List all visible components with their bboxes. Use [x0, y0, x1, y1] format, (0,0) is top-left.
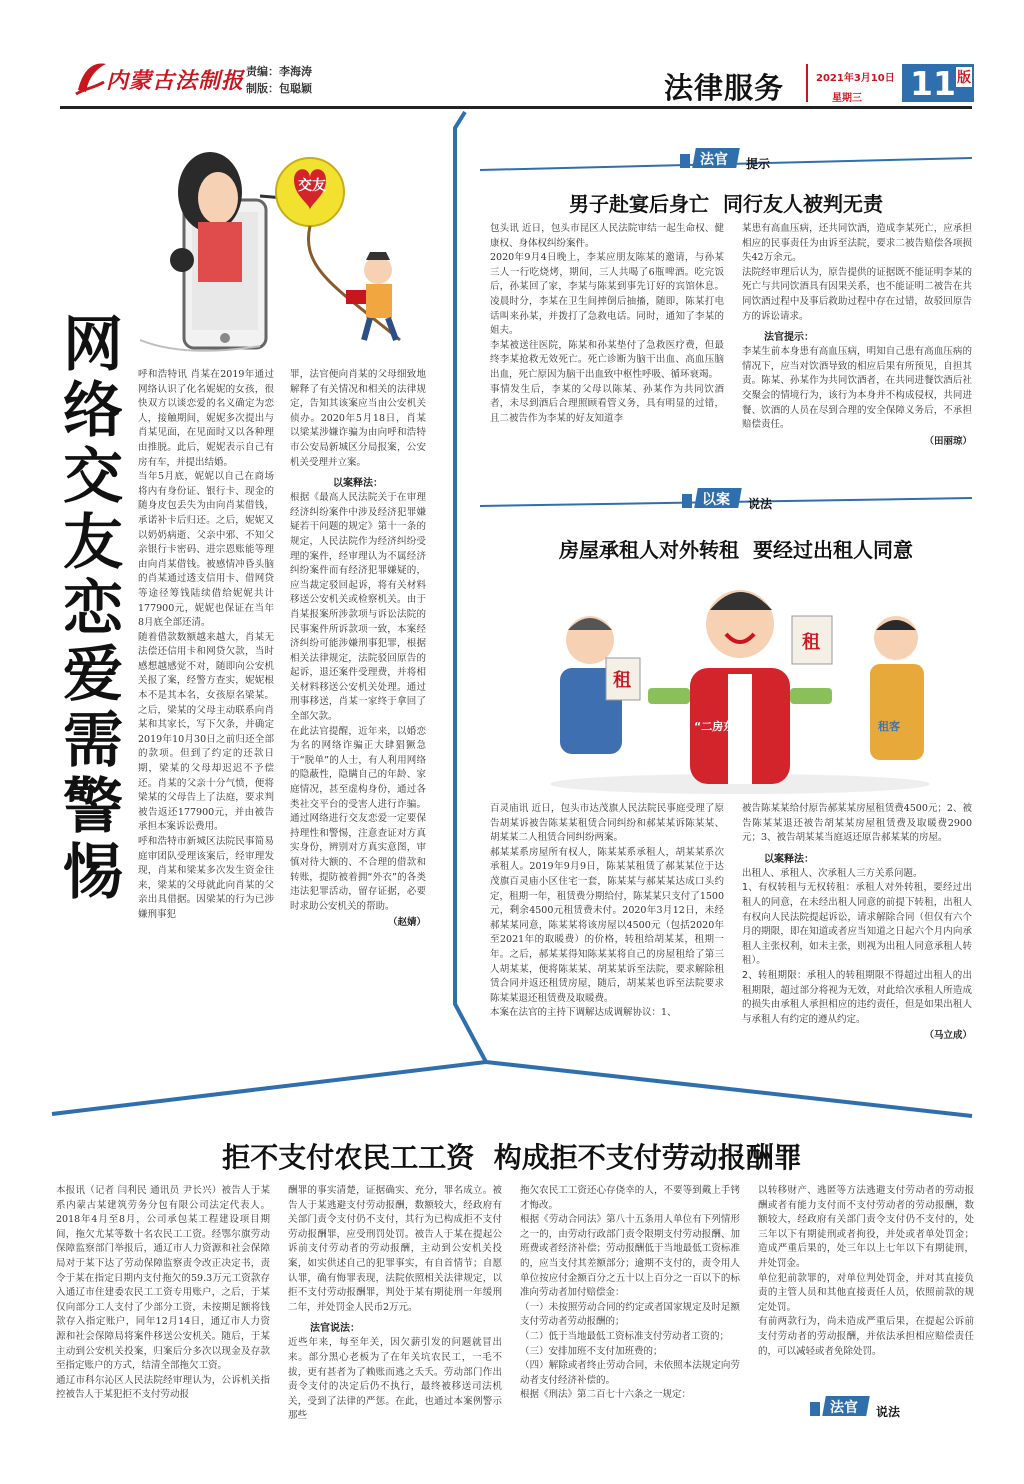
- left-headline: 网络交友恋爱需警惕: [63, 310, 123, 908]
- right-sign-text: 租: [802, 632, 820, 653]
- right-mid-body-1: 百灵庙讯 近日，包头市达茂旗人民法院民事庭受理了原告胡某诉被告陈某某租赁合同纠纷和郝某某诉陈某某、胡某某二人租赁合同纠纷两案。 郝某某系房屋所有权人，陈某某系承租人，胡某某系次承租人。2019年9月9日，陈某某租赁了郝某某位于达茂旗百灵庙小区住宅一套，陈某某与郝某某达成口头约定，租期一年，租赁费分期给付，陈某某只支付了1500元，剩余4500元租赁费未付。2020年3月12日，未经郝某某同意，陈某某将该房屋以4500元（包括2020年至2021年的取暖费）的价格，转租给胡某某，租期一年。之后，郝某某得知陈某某将自己的房屋租给了第三人胡某某，便将陈某某、胡某某诉至法院，要求解除租赁合同并返还租赁房屋，随后，胡某某也诉至法院要求陈某某退还租赁费及取暖费。 本案在法官的主持下调解达成调解协议：1、: [490, 803, 724, 1019]
- left-story-col1: [138, 368, 274, 923]
- right-top-law-label: 法官提示：: [764, 332, 814, 344]
- right-mid-col1: [490, 802, 724, 1021]
- right-top-badge-suffix: 提示: [746, 157, 771, 171]
- right-mid-law-body: 出租人、承租人、次承租人三方关系问题。 1、有权转租与无权转租：承租人对外转租，要经过出租人的同意，在未经出租人同意的前提下转租，出租人有权向人民法院提起诉讼，请求解除合同（但仅有六个月的期限，即在知道或者应当知道之日起六个月内向承租人主张权利，如未主张，则视为出租人同意承租人转租）。 2、转租期限：承租人的转租期限不得超过出租人的出租期限，超过部分将视为无效，对此给次承租人所造成的损失由承租人承担相应的违约责任，但是如果出租人与承租人有约定的遵从约定。: [742, 867, 972, 1025]
- right-mid-badge: 以案: [702, 492, 730, 508]
- bottom-headline: 拒不支付农民工工资 构成拒不支付劳动报酬罪: [222, 1141, 802, 1174]
- tag-mark-icon: [682, 494, 692, 508]
- tenant-label: 租客: [878, 720, 900, 733]
- bottom-tag: [810, 1396, 920, 1420]
- right-top-col1: [490, 222, 724, 426]
- right-top-col2: [742, 222, 972, 447]
- sublet-illustration: [540, 570, 940, 796]
- section-title: 法律服务: [664, 71, 785, 105]
- right-mid-author: （马立成）: [924, 1030, 972, 1042]
- bottom-body-2: 酬罪的事实清楚，证据确实、充分，罪名成立。被告人于某逃避支付劳动报酬，数额较大，经政府有关部门责令支付仍不支付，其行为已构成拒不支付劳动报酬罪，应受刑罚处罚。被告人于某在提起公诉前支付劳动者的劳动报酬，主动到公安机关投案，如实供述自己的犯罪事实，有自首情节；自愿认罪，确有悔罪表现，法院依照相关法律规定，以拒不支付劳动报酬罪，判处于某有期徒刑一年缓刑二年，并处罚金人民币2万元。: [288, 1185, 502, 1313]
- middleman-label: “二房东”: [694, 720, 742, 733]
- right-mid-badge-suffix: 说法: [748, 497, 773, 511]
- bottom-col3: [520, 1184, 740, 1403]
- editor-credit: 责编：李海涛: [246, 65, 312, 78]
- issue-weekday: 星期三: [832, 93, 862, 104]
- left-story-law-label: 以案释法：: [333, 478, 383, 490]
- right-top-body-2: 某患有高血压病，还共同饮酒，造成李某死亡，应承担相应的民事责任为由诉至法院，要求二被告赔偿各项损失42万余元。 法院经审理后认为，原告提供的证据既不能证明李某的死亡与共同饮酒具有因果关系，也不能证明二被告在共同饮酒过程中及事后救助过程中存在过错，故驳回原告方的诉讼请求。: [742, 223, 972, 322]
- bottom-law-label: 法官说法：: [310, 1323, 360, 1335]
- bottom-law-body: 近些年来，每至年关，因欠薪引发的问题就冒出来。部分黑心老板为了在年关坑农民工，一毛不拔，更有甚者为了赖账而逃之夭夭。劳动部门作出责令支付的决定后仍不执行，最终被移送司法机关，受到了法律的严惩。在此，也通过本案例警示那些: [288, 1337, 502, 1422]
- right-mid-tag: [682, 488, 792, 512]
- left-story-body-1: 呼和浩特讯 肖某在2019年通过网络认识了化名妮妮的女孩，很快双方以谈恋爱的名义确定为恋人，接触期间，妮妮多次提出与肖某见面，在见面时又以各种理由推脱。此后，妮妮表示自己有房有车，并提出结婚。 当年5月底，妮妮以自己在商场将内有身份证、银行卡、现金的随身皮包丢失为由向肖某借钱，承诺补卡后归还。之后，妮妮又以奶奶病逝、父亲中邪、不知父亲银行卡密码、进宗恩账能等理由向肖某借钱。被感情冲昏头脑的肖某通过透支信用卡、借网贷等途径筹钱陆续借给妮妮共计177900元，妮妮也保证在当年8月底全部还清。 随着借款数额越来越大，肖某无法偿还信用卡和网贷欠款，当时感想越感觉不对，随即向公安机关报了案，经警方查实，妮妮根本不是其本名，女孩原名梁某。之后，梁某的父母主动联系向肖某和其家长，写下欠条，并确定2019年10月30日之前归还全部的款项。但到了约定的还款日期，梁某的父母却迟迟不予偿还。肖某的父亲十分气愤，便将梁某的父母告上了法庭，要求判被告返还177900元，并由被告承担本案诉讼费用。 呼和浩特市新城区法院民事简易庭审团队受理该案后，经审理发现，肖某和梁某多次发生资金往来，梁某的父母就此向肖某的父亲出具借据。因梁某的行为已涉嫌刑事犯: [138, 369, 274, 920]
- bottom-col4: [758, 1184, 974, 1359]
- bottom-col1: [56, 1184, 270, 1403]
- bottom-body-1: 本报讯（记者 闫利民 通讯员 尹长兴）被告人于某系内蒙古某建筑劳务分包有限公司法定代表人。2018年4月至8月，公司承包某工程建设项目期间，拖欠尤某等数十名农民工工资。经鄂尔旗劳动保障监察部门举报后，通辽市人力资源和社会保障局对于某下达了劳动保障监察责令改正决定书，责令于某在指定日期内支付拖欠的59.3万元工资款存入通辽市住建委农民工工资专用账户，之后，于某仅向部分工人支付了少部分工资，未按期足额将钱款存入指定账户，同年12月14日，通辽市人力资源和社会保障局将案件移送公安机关。随后，于某主动到公安机关投案，归案后分多次以现金及存款至指定账户的方式，结清全部拖欠工资。 通辽市科尔沁区人民法院经审理认为，公诉机关指控被告人于某犯拒不支付劳动报: [56, 1185, 270, 1401]
- right-top-tag: [680, 148, 790, 172]
- landlord-label: 房东: [546, 756, 568, 769]
- producer-credit: 制版：包聪颖: [246, 82, 312, 95]
- right-top-law-body: 李某生前本身患有高血压病，明知自己患有高血压病的情况下，应当对饮酒导致的相应后果有所预见，自担其责。陈某、孙某作为共同饮酒者，在共同进餐饮酒后社交聚会的情境行为，该行为本身并不构成侵权，共同进餐、饮酒的人员在尽到合理的安全保障义务后，不承担赔偿责任。: [742, 346, 972, 431]
- page-number: 11: [910, 64, 956, 103]
- right-mid-headline: 房屋承租人对外转租 要经过出租人同意: [559, 538, 913, 562]
- right-mid-col2: [742, 802, 972, 1041]
- tag-mark-icon: [680, 154, 690, 168]
- tag-mark-icon: [810, 1402, 820, 1416]
- left-story-col2: [290, 368, 426, 928]
- left-story-author: （赵婧）: [387, 917, 426, 929]
- right-mid-law-label: 以案释法：: [764, 853, 814, 865]
- left-illustration: [140, 140, 440, 355]
- bottom-badge-suffix: 说法: [876, 1405, 901, 1419]
- right-top-badge: 法官: [700, 152, 728, 168]
- bottom-col2: [288, 1184, 502, 1424]
- logo-text: 内蒙古法制报: [106, 68, 245, 94]
- bottom-body-3: 拖欠农民工工资还心存侥幸的人，不要等到戴上手铐才悔改。 根据《劳动合同法》第八十五条用人单位有下列情形之一的，由劳动行政部门责令限期支付劳动报酬、加班费或者经济补偿；劳动报酬低于当地最低工资标准的，应当支付其差额部分；逾期不支付的，责令用人单位按应付金额百分之五十以上百分之一百以下的标准向劳动者加付赔偿金： （一）未按照劳动合同的约定或者国家规定及时足额支付劳动者劳动报酬的； （二）低于当地最低工资标准支付劳动者工资的； （三）安排加班不支付加班费的； （四）解除或者终止劳动合同，未依照本法规定向劳动者支付经济补偿的。 根据《刑法》第二百七十六条之一规定：: [520, 1185, 740, 1401]
- right-top-headline: 男子赴宴后身亡 同行友人被判无责: [569, 192, 883, 216]
- right-top-author: （田丽琼）: [924, 435, 972, 447]
- bottom-body-4: 以转移财产、逃匿等方法逃避支付劳动者的劳动报酬或者有能力支付而不支付劳动者的劳动报酬，数额较大，经政府有关部门责令支付仍不支付的，处三年以下有期徒刑或者拘役，并处或者单处罚金；造成严重后果的，处三年以上七年以下有期徒刑，并处罚金。 单位犯前款罪的，对单位判处罚金，并对其直接负责的主管人员和其他直接责任人员，依照前款的规定处罚。 有前两款行为，尚未造成严重后果，在提起公诉前支付劳动者的劳动报酬，并依法承担相应赔偿责任的，可以减轻或者免除处罚。: [758, 1185, 974, 1357]
- right-mid-illustration: [540, 570, 940, 796]
- right-top-body-1: 包头讯 近日，包头市昆区人民法院审结一起生命权、健康权、身体权纠纷案件。 2020年9月4日晚上，李某应朋友陈某的邀请，与孙某三人一行吃烧烤，期间，三人共喝了6瓶啤酒。吃完饭后，孙某回了家，李某与陈某到事先订好的宾馆休息。凌晨时分，李某在卫生间摔倒后抽搐，随即，陈某打电话叫来孙某，并拨打了急救电话。同时，通知了李某的姐夫。 李某被送往医院，陈某和孙某垫付了急救医疗费，但最终李某抢救无效死亡。死亡诊断为脑干出血、高血压脑出血，死亡原因为脑干出血致中枢性呼吸、循环衰竭。 事情发生后，李某的父母以陈某、孙某作为共同饮酒者，未尽到酒后合理照顾看管义务，具有明显的过错，且二被告作为李某的好友知道李: [490, 223, 724, 424]
- left-story-body-2: 罪，法官便向肖某的父母细致地解释了有关情况和相关的法律规定，告知其该案应当由公安机关侦办。2020年5月18日，肖某以梁某涉嫌诈骗为由向呼和浩特市公安局新城区分局报案，公安机关受理并立案。: [290, 369, 426, 468]
- balloon-label: 交友: [298, 178, 326, 194]
- left-sign-text: 租: [613, 670, 631, 691]
- issue-date: 2021年3月10日: [816, 73, 895, 84]
- page-suffix: 版: [956, 67, 972, 87]
- bottom-badge: 法官: [830, 1400, 858, 1416]
- phone-romance-illustration: [140, 140, 440, 355]
- left-story-law-body: 根据《最高人民法院关于在审理经济纠纷案件中涉及经济犯罪嫌疑若干问题的规定》第十一条的规定，人民法院作为经济纠纷受理的案件，经审理认为不属经济纠纷案件而有经济犯罪嫌疑的，应当裁定驳回起诉，将有关材料移送公安机关或检察机关。由于肖某报案所涉款项与诉讼法院的民事案件所诉款项一致，本案经济纠纷可能涉嫌刑事犯罪，根据相关法律规定，法院驳回原告的起诉，退还案件受理费，并将相关材料移送公安机关处理。通过刑事移送，肖某一家终于拿回了全部欠款。 在此法官提醒，近年来，以婚恋为名的网络诈骗正大肆猖獗急于“脱单”的人士，有人利用网络的隐蔽性，隐瞒自己的年龄、家庭情况，甚至虚构身份，通过各类社交平台的受害人进行诈骗。通过网络进行交友恋爱一定要保持理性和警惕，注意查证对方真实身份，辨别对方真实意图，审慎对待大额的、不合理的借款和转账，提防被着拥“外衣”的各类违法犯罪活动，留存证据，必要时求助公安机关的帮助。: [290, 492, 426, 912]
- right-mid-body-2: 被告陈某某给付原告郝某某房屋租赁费4500元；2、被告陈某某退还被告胡某某房屋租赁费及取暖费2900元；3、被告胡某某当庭返还原告郝某某的房屋。: [742, 803, 972, 844]
